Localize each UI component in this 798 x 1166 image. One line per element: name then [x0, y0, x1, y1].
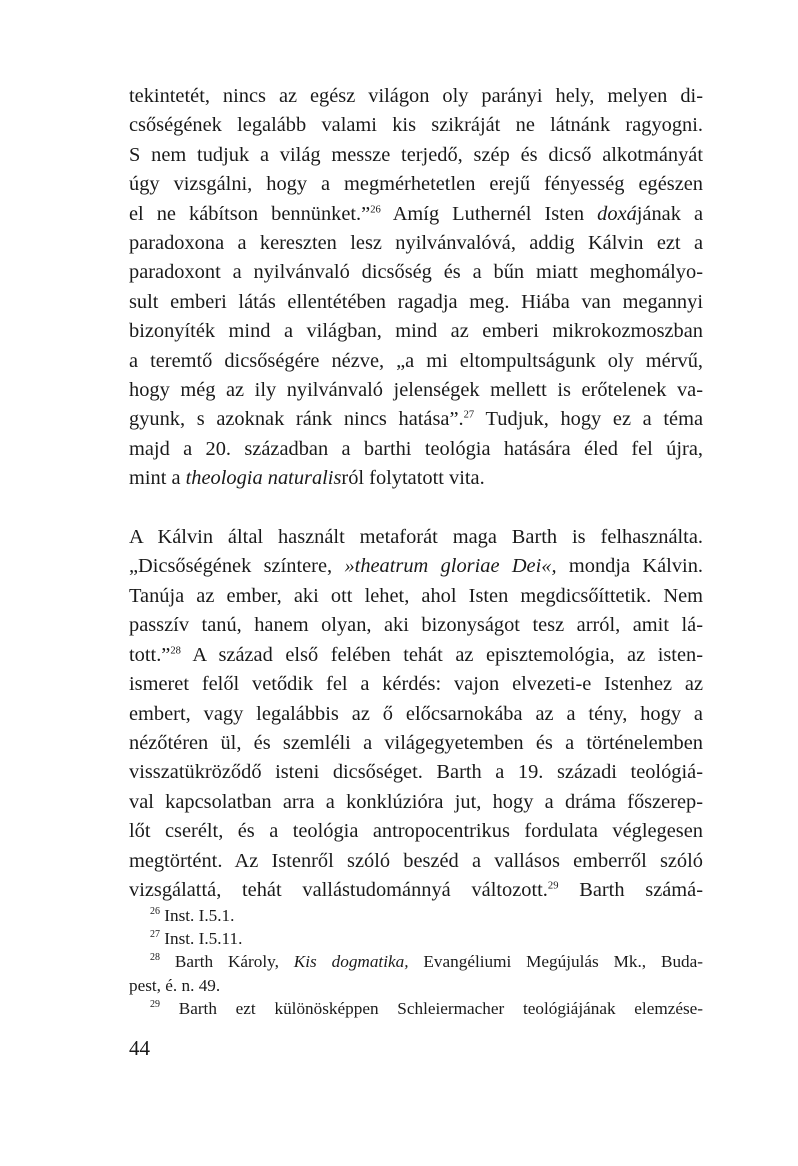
- text-line: [129, 464, 703, 493]
- text-line: A Kálvin által használt metaforát maga Barth is felhasználta.: [129, 526, 703, 549]
- text-line: tekintetét, nincs az egész világon oly parányi hely, melyen di-: [129, 85, 703, 107]
- footnote-29: [129, 997, 703, 1020]
- footnote-line: pest, é. n. 49.: [129, 975, 221, 995]
- text-line: [129, 405, 703, 434]
- text-segment: A század első felében tehát az episztemológia, az isten-: [180, 643, 703, 666]
- text-line: sult emberi látás ellentétében ragadja meg. Hiába van megannyi: [129, 290, 703, 313]
- text-line: Tanúja az ember, aki ott lehet, ahol Isten megdicsőíttetik. Nem: [129, 584, 703, 607]
- text-line: úgy vizsgálni, hogy a megmérhetetlen erejű fényesség egészen: [129, 173, 703, 196]
- text-segment: tott.”: [129, 643, 171, 666]
- text-segment: gyunk, s azoknak ránk nincs hatása”.: [129, 408, 464, 431]
- footnote-ref-27[interactable]: 27: [463, 409, 475, 421]
- text-segment: vizsgálattá, tehát vallástudománnyá változott.: [129, 878, 548, 901]
- text-segment: ról folytatott vita.: [341, 467, 485, 490]
- book-title: Kis dogmatika,: [293, 952, 409, 972]
- text-line: megtörtént. Az Istenről szóló beszéd a vallásos emberről szóló: [129, 849, 703, 872]
- footnotes: [129, 904, 703, 1020]
- footnote-text: Inst. I.5.11.: [159, 929, 243, 949]
- text-line: [129, 641, 703, 670]
- paragraph-1: [129, 82, 703, 494]
- text-segment: mint a: [129, 467, 186, 490]
- text-segment: mondja Kálvin.: [556, 555, 703, 578]
- italic-term: doxá: [597, 202, 637, 225]
- footnote-ref-26[interactable]: 26: [370, 204, 381, 215]
- footnote-text: Barth ezt különösképpen Schleiermacher teológiájának elemzése-: [159, 998, 703, 1018]
- text-line: csőségének legalább valami kis szikráját ne látnánk ragyogni.: [129, 114, 703, 137]
- text-segment: „Dicsőségének színtere,: [129, 555, 345, 578]
- footnote-ref-28[interactable]: 28: [170, 645, 181, 657]
- paragraph-2: [129, 523, 703, 905]
- text-segment: Amíg Luthernél Isten: [380, 202, 598, 225]
- text-line: majd a 20. században a barthi teológia hatására éled fel újra,: [129, 437, 703, 460]
- footnote-line: [129, 997, 703, 1020]
- footnote-number: 29: [150, 998, 160, 1010]
- text-segment: jának a: [636, 202, 703, 225]
- text-line: paradoxona a kereszten lesz nyilvánvalóvá, addig Kálvin ezt a: [129, 232, 703, 255]
- footnote-26: [129, 904, 703, 927]
- page-number: 44: [129, 1036, 150, 1060]
- italic-term: »theatrum gloriae Dei«,: [344, 555, 557, 578]
- text-line: a teremtő dicsőségére nézve, „a mi eltompultságunk oly mérvű,: [129, 349, 703, 372]
- footnote-text: Inst. I.5.1.: [159, 906, 235, 925]
- text-segment: el ne kábítson bennünket.”: [129, 202, 371, 225]
- text-line: bizonyíték mind a világban, mind az emberi mikrokozmoszban: [129, 320, 703, 343]
- text-line: [129, 552, 703, 581]
- footnote-27: [129, 927, 703, 950]
- text-line: S nem tudjuk a világ messze terjedő, szép és dicső alkotmányát: [129, 143, 703, 166]
- text-line: lőt cserélt, és a teológia antropocentrikus fordulata véglegesen: [129, 820, 703, 843]
- footnote-28: [129, 950, 703, 996]
- footnote-ref-29[interactable]: 29: [547, 880, 559, 892]
- text-line: ismeret felől vetődik fel a kérdés: vajon elvezeti-e Istenhez az: [129, 673, 703, 696]
- footnote-number: 26: [150, 906, 160, 918]
- text-line: paradoxont a nyilvánvaló dicsőség és a bűn miatt meghomályo-: [129, 261, 703, 284]
- text-line: visszatükröződő isteni dicsőséget. Barth a 19. századi teológiá-: [129, 761, 703, 784]
- text-segment: Barth számá-: [558, 878, 703, 901]
- italic-term: theologia naturalis: [185, 467, 342, 490]
- text-segment: Tudjuk, hogy ez a téma: [474, 408, 703, 431]
- text-line: passzív tanú, hanem olyan, aki bizonyságot tesz arról, amit lá-: [129, 614, 703, 637]
- main-text: [129, 82, 703, 905]
- text-line: hogy még az ily nyilvánvaló jelenségek mellett is erőtelenek va-: [129, 379, 703, 402]
- text-line: nézőtéren ül, és szemléli a világegyetemben és a történelemben: [129, 731, 703, 754]
- footnote-line: [129, 927, 703, 950]
- footnote-text: Evangéliumi Megújulás Mk., Buda-: [408, 952, 703, 972]
- text-line: embert, vagy legalábbis az ő előcsarnokába az a tény, hogy a: [129, 702, 703, 725]
- text-line: val kapcsolatban arra a konklúzióra jut, hogy a dráma főszerep-: [129, 790, 703, 813]
- footnote-number: 28: [150, 952, 160, 964]
- footnote-text: Barth Károly,: [159, 952, 294, 972]
- text-line: [129, 876, 703, 905]
- footnote-number: 27: [150, 929, 160, 941]
- footnote-line: [129, 950, 703, 973]
- footnote-line: [129, 904, 703, 927]
- text-line: [129, 200, 703, 229]
